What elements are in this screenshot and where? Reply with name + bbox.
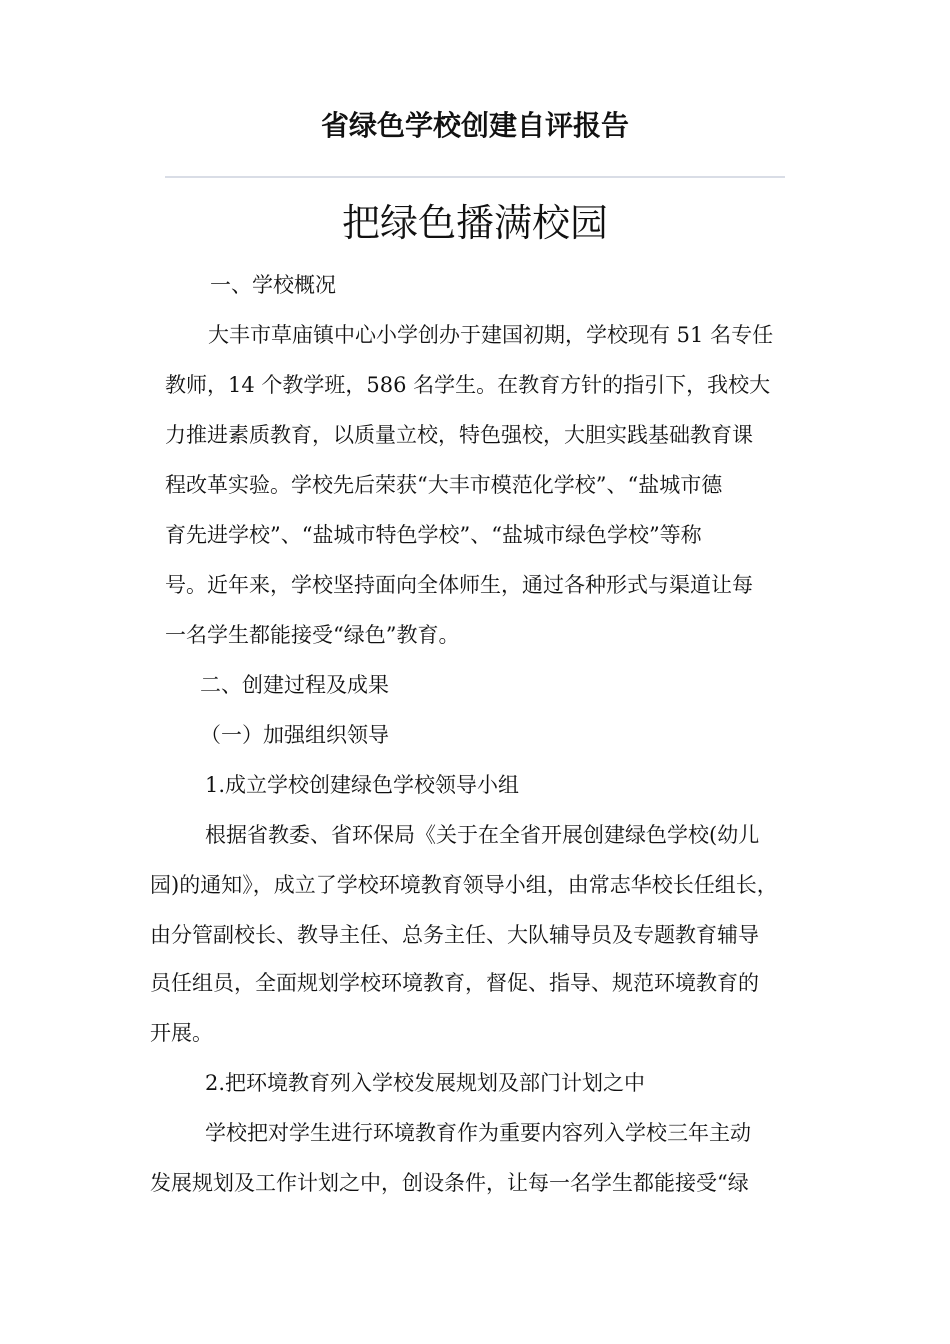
subsection-heading: （一）加强组织领导: [200, 723, 389, 747]
paragraph-line: 发展规划及工作计划之中，创设条件，让每一名学生都能接受“绿: [150, 1171, 749, 1195]
paragraph-line: 根据省教委、省环保局《关于在全省开展创建绿色学校(幼儿: [205, 823, 760, 847]
item-heading: 2.把环境教育列入学校发展规划及部门计划之中: [205, 1071, 646, 1095]
paragraph-line: 一名学生都能接受“绿色”教育。: [165, 623, 460, 647]
section-heading-overview: 一、学校概况: [210, 273, 336, 297]
document-title: 省绿色学校创建自评报告: [320, 109, 629, 142]
paragraph-line: 由分管副校长、教导主任、总务主任、大队辅导员及专题教育辅导: [150, 923, 759, 947]
paragraph-line: 力推进素质教育，以质量立校，特色强校，大胆实践基础教育课: [165, 423, 753, 447]
paragraph-line: 学校把对学生进行环境教育作为重要内容列入学校三年主动: [205, 1121, 751, 1145]
paragraph-line: 育先进学校”、“盐城市特色学校”、“盐城市绿色学校”等称: [165, 523, 702, 547]
paragraph-line: 大丰市草庙镇中心小学创办于建国初期，学校现有 51 名专任: [208, 323, 774, 347]
title-divider: [165, 176, 785, 178]
paragraph-line: 程改革实验。学校先后荣获“大丰市模范化学校”、“盐城市德: [165, 473, 723, 497]
item-heading: 1.成立学校创建绿色学校领导小组: [205, 773, 520, 797]
paragraph-line: 教师，14 个教学班，586 名学生。在教育方针的指引下，我校大: [165, 373, 771, 397]
paragraph-line: 园)的通知》，成立了学校环境教育领导小组，由常志华校长任组长，: [150, 873, 778, 897]
document-subtitle: 把绿色播满校园: [341, 201, 608, 245]
paragraph-line: 号。近年来，学校坚持面向全体师生，通过各种形式与渠道让每: [165, 573, 753, 597]
paragraph-line: 员任组员，全面规划学校环境教育，督促、指导、规范环境教育的: [150, 971, 759, 995]
paragraph-line: 开展。: [150, 1021, 213, 1045]
section-heading-process: 二、创建过程及成果: [200, 673, 389, 697]
